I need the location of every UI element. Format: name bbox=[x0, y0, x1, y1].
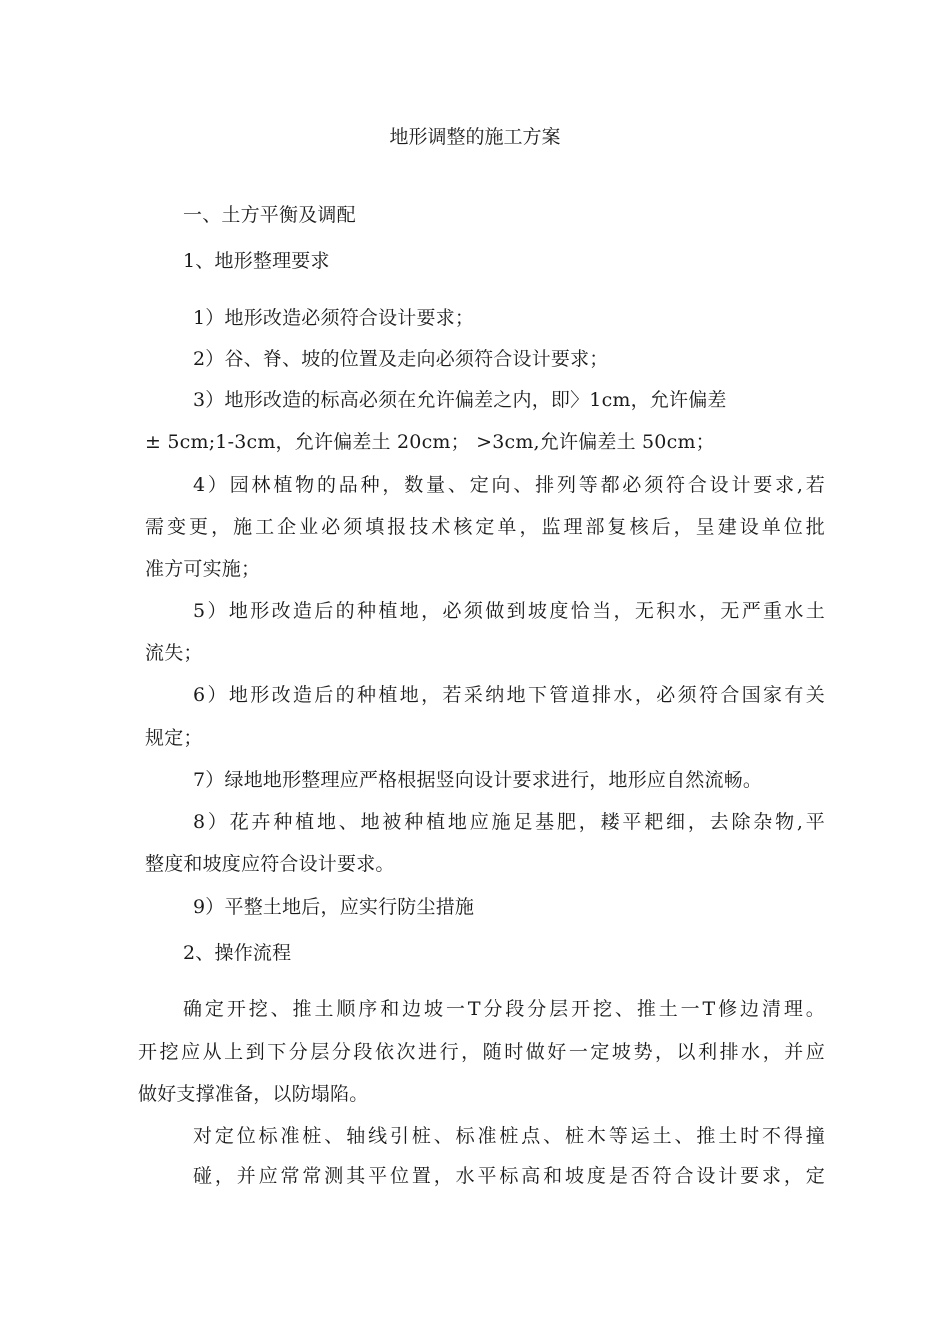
list-item: 3）地形改造的标高必须在允许偏差之内，即〉1cm，允许偏差 bbox=[193, 389, 727, 411]
list-item: 准方可实施； bbox=[145, 558, 261, 580]
paragraph-line: 对定位标准桩、轴线引桩、标准桩点、桩木等运土、推土时不得撞 bbox=[193, 1125, 825, 1147]
paragraph-line: 确定开挖、推土顺序和边坡一T分段分层开挖、推土一T修边清理。 bbox=[183, 998, 825, 1020]
list-item: 流失； bbox=[145, 642, 203, 664]
list-item: 6）地形改造后的种植地，若采纳地下管道排水，必须符合国家有关 bbox=[193, 684, 825, 706]
list-item: 整度和坡度应符合设计要求。 bbox=[145, 853, 395, 875]
paragraph-line: 开挖应从上到下分层分段依次进行，随时做好一定坡势，以利排水，并应 bbox=[138, 1041, 825, 1063]
list-item: 规定； bbox=[145, 727, 203, 749]
section-heading: 一、土方平衡及调配 bbox=[183, 204, 356, 226]
list-item: 5）地形改造后的种植地，必须做到坡度恰当，无积水，无严重水土 bbox=[193, 600, 825, 622]
document-title: 地形调整的施工方案 bbox=[389, 126, 561, 148]
list-item: 1）地形改造必须符合设计要求； bbox=[193, 307, 475, 329]
list-item: 7）绿地地形整理应严格根据竖向设计要求进行，地形应自然流畅。 bbox=[193, 769, 763, 791]
list-item: 需变更，施工企业必须填报技术核定单，监理部复核后，呈建设单位批 bbox=[145, 516, 825, 538]
list-item: 8）花卉种植地、地被种植地应施足基肥，耧平耙细，去除杂物,平 bbox=[193, 811, 825, 833]
list-item: 2）谷、脊、坡的位置及走向必须符合设计要求； bbox=[193, 348, 609, 370]
list-item: 4）园林植物的品种，数量、定向、排列等都必须符合设计要求,若 bbox=[193, 474, 825, 496]
paragraph-line: 做好支撑准备，以防塌陷。 bbox=[138, 1083, 369, 1105]
list-item: ± 5cm;1-3cm，允许偏差土 20cm； >3cm,允许偏差土 50cm； bbox=[145, 431, 715, 453]
list-item: 9）平整土地后，应实行防尘措施 bbox=[193, 896, 475, 918]
paragraph-line: 碰，并应常常测其平位置，水平标高和坡度是否符合设计要求，定 bbox=[193, 1165, 825, 1187]
subsection-heading: 2、操作流程 bbox=[183, 942, 292, 964]
subsection-heading: 1、地形整理要求 bbox=[183, 250, 330, 272]
